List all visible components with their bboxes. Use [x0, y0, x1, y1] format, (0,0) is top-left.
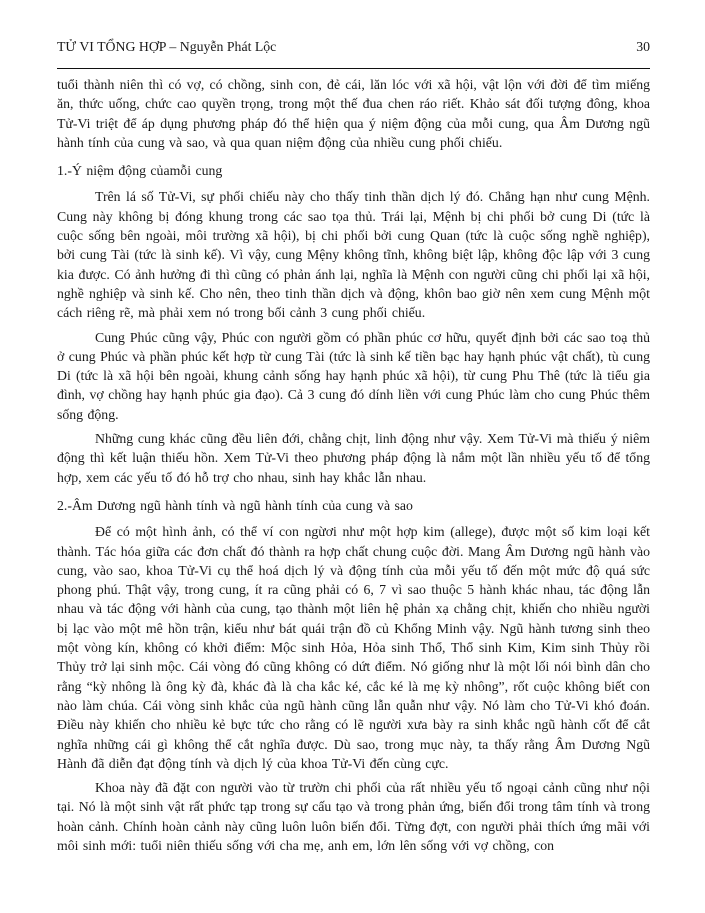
- section-heading: 1.-Ý niệm động củamỗi cung: [57, 163, 223, 179]
- header-rule: [57, 68, 650, 69]
- page-body: [57, 75, 650, 855]
- body-paragraph: Để có một hình ảnh, có thể ví con ngừơi như một hợp kim (allege), được một số kim loại kết thành. Tác hóa giữa các đơn chất đó thành ra hợp chất chung cuộc đời. Mang Âm Dương ngũ hành vào cung, vào sao, khoa Tử-Vi cụ thể hoá dịch lý và động tính của mỗi yếu tố đến một mức độ quá sức phong phú. Thật vậy, trong cung, ít ra cũng phải có 6, 7 vì sao thuộc 5 hành khác nhau, tác động lẫn nhau và tác động với hành của cung, tạo thành một liên hệ phản xạ chằng chịt, khiến cho nhiều người bị lạc vào một mê hồn trận, kiểu như bát quái trận đồ củ Khổng Minh vậy. Ngũ hành tương sinh theo một vòng kín, không có khởi điểm: Mộc sinh Hỏa, Hỏa sinh Thổ, Thổ sinh Kim, Kim sinh Thủy rồi Thủy trở lại sinh mộc. Cái vòng đó cũng không có dứt điểm. Nó giống như là một lối nói bình dân cho rằng “kỳ nhông là ông kỳ đà, khác đà là cha kắc ké, cắc ké là mẹ kỳ nhông”, rốt cuộc không biết con nào làm chúa. Cái vòng sinh khắc của ngũ hành cũng lẫn quẫn như vậy. Nó làm cho Tử-Vi khó đoán. Điều này khiến cho nhiều kẻ bực tức cho rằng có lẽ người xưa bày ra sinh khắc ngũ hành cốt để cắt nghĩa những cái gì không thể cắt nghĩa được. Dù sao, trong mục này, ta thấy rằng Âm Dương Ngũ Hành đã diễn đạt động tính và dịch lý của khoa Tử-Vi đến cùng cực.: [57, 524, 650, 771]
- body-paragraph: Cung Phúc cũng vậy, Phúc con người gồm có phần phúc cơ hữu, quyết định bởi các sao toạ thủ ở cung Phúc và phần phúc kết hợp từ cung Tài (tức là sinh kế tiền bạc hay hạnh phúc vật chất), tù cung Di (tức là xã hội bên ngoài, khung cảnh sống hay hạnh phúc xã hội), từ cung Phu Thê (tức là tiểu gia đình, vợ chồng hay hạnh phúc gia đạo). Cả 3 cung đó dính liền với cung Phúc làm cho cung Phúc thêm sống động.: [57, 329, 650, 422]
- section-heading: 2.-Âm Dương ngũ hành tính và ngũ hành tính của cung và sao: [57, 497, 413, 513]
- body-paragraph: Những cung khác cũng đều liên đới, chằng chịt, linh động như vậy. Xem Tử-Vi mà thiếu ý niêm động thì kết luận thiếu hồn. Xem Tử-Vi theo phương pháp động là nắm một lần nhiều yếu tố để tổng hợp, xem các yếu tố đó hỗ trợ cho nhau, sinh hay khắc lẫn nhau.: [57, 431, 650, 485]
- body-paragraph: Trên lá số Tử-Vi, sự phối chiếu này cho thấy tinh thần dịch lý đó. Chẳng hạn như cung Mệnh. Cung này không bị đóng khung trong các sao tọa thủ. Trái lại, Mệnh bị chi phối bở cung Di (tức là cuộc sống bên ngoài, môi trường xã hội), bị chi phối bởi cung Quan (tức là cuộc sống nghề nghiệp), bởi cung Tài (tức là sinh kế). Vì vậy, cung Mệny không tĩnh, không biệt lập, không độc lập với 3 cung kia được. Có ảnh hưởng đi thì cũng có phản ánh lại, nghĩa là Mệnh con người cũng chi phối lại xã hội, nghề nghiệp và sinh kế. Cho nên, theo tinh thần dịch và động, khôn bao giờ nên xem cung Mệnh một cách riêng rẽ, mà phải xem nó trong bối cảnh 3 cung phối chiếu.: [57, 189, 650, 321]
- page-number: 30: [636, 39, 650, 54]
- body-paragraph: tuổi thành niên thì có vợ, có chồng, sinh con, đẻ cái, lăn lóc với xã hội, vật lộn với đời để tìm miếng ăn, thức uống, chức cao quyền trọng, trong một thế đua chen ráo riết. Khảo sát đối tượng đông, khoa Tử-Vi triệt để áp dụng phương pháp đó thể hiện qua ý niệm động của mỗi cung, qua Âm Dương ngũ hành tính của cung và sao, và qua quan niệm động của nhiều cung phối chiếu.: [57, 77, 650, 150]
- body-paragraph: Khoa này đã đặt con người vào từ trườn chi phối của rất nhiều yếu tố ngoại cảnh cũng như nội tại. Nó là một sinh vật rất phức tạp trong sự cấu tạo và trong phản ứng, biến đổi trong tâm tính và trong hoàn cảnh. Chính hoàn cảnh này cũng luôn luôn biến đổi. Từng đợt, con người phải thích ứng mãi với môi sinh mới: tuổi niên thiếu sống với cha mẹ, anh em, lớn lên sống với vợ chồng, con: [57, 780, 650, 853]
- running-header: [57, 38, 650, 56]
- book-title: TỬ VI TỔNG HỢP – Nguyễn Phát Lộc: [57, 39, 277, 54]
